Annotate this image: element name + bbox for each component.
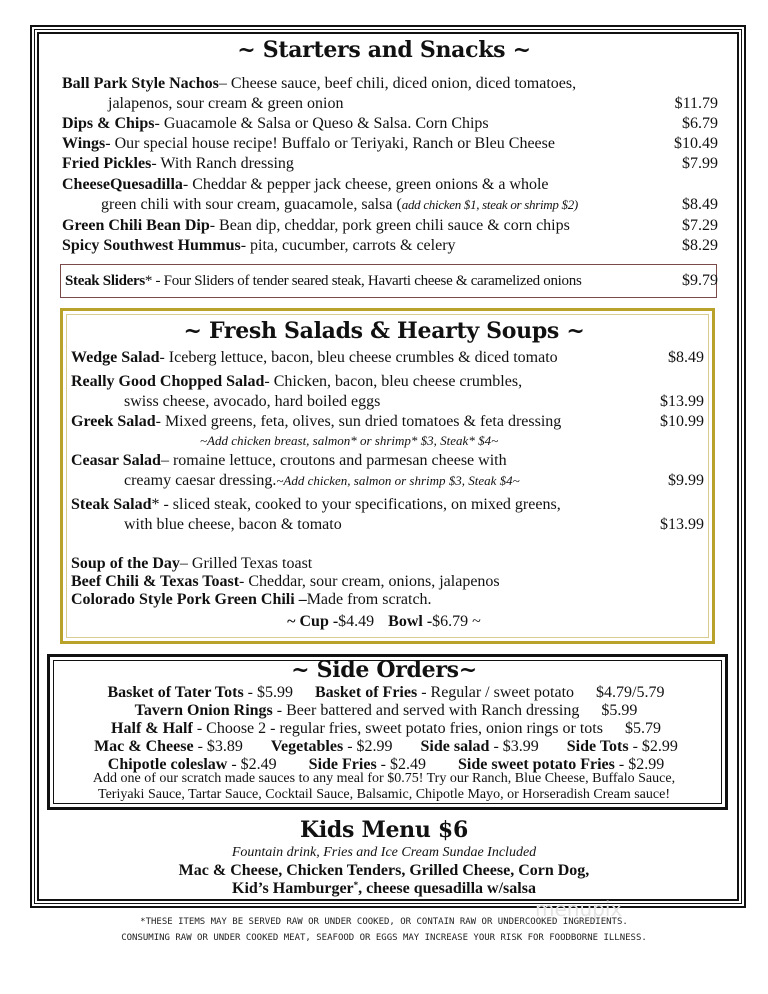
item-desc: with blue cheese, bacon & tomato (124, 516, 342, 533)
soup-item (71, 590, 704, 610)
item-price: $13.99 (660, 516, 704, 533)
item-name: Spicy Southwest Hummus (62, 237, 241, 254)
item-name: Colorado Style Pork Green Chili – (71, 591, 307, 608)
cup-price: $4.49 (338, 613, 375, 630)
item-desc: – Grilled Texas toast (179, 555, 313, 572)
item-name: Wings (62, 135, 106, 152)
item-price: $8.49 (682, 196, 718, 213)
menu-item (71, 451, 704, 471)
item-desc: - Chicken, bacon, bleu cheese crumbles, (264, 373, 523, 390)
item-desc: - Guacamole & Salsa or Queso & Salsa. Corn Chips (154, 115, 489, 132)
item-desc: - With Ranch dressing (151, 155, 294, 172)
item-price: $7.99 (682, 155, 718, 172)
side-item (135, 701, 580, 721)
kids-title: Kids Menu $6 (300, 817, 468, 843)
menu-item (62, 134, 718, 154)
salads-title: ~ Fresh Salads & Hearty Soups ~ (183, 318, 585, 344)
item-price: $7.29 (682, 217, 718, 234)
menu-item (71, 412, 704, 432)
item-price: - $2.49 (376, 756, 426, 773)
item-note: add chicken $1, steak or shrimp $2) (401, 197, 578, 212)
item-price: - $2.99 (628, 738, 678, 755)
item-desc: - Choose 2 - regular fries, sweet potato fries, onion rings or tots (192, 720, 603, 737)
item-price: $10.99 (660, 413, 704, 430)
item-name: Basket of Tater Tots (107, 684, 244, 701)
side-row (56, 719, 716, 739)
side-row (56, 683, 716, 703)
asterisk: * (353, 880, 359, 890)
menu-item (62, 236, 718, 256)
cup-label: ~ Cup - (287, 613, 339, 630)
item-name: Ball Park Style Nachos (62, 75, 219, 92)
item-price: $5.99 (601, 702, 638, 719)
item-price: $10.49 (674, 135, 718, 152)
menu-item (62, 74, 718, 94)
item-desc: - Bean dip, cheddar, pork green chili sauce & corn chips (209, 217, 570, 234)
item-desc: jalapenos, sour cream & green onion (108, 95, 344, 112)
menu-item (71, 495, 704, 515)
menu-item (62, 154, 718, 174)
item-desc-cont (62, 195, 718, 215)
footer-disclaimer: *THESE ITEMS MAY BE SERVED RAW OR UNDER COOKED, OR CONTAIN RAW OR UNDERCOOKED INGREDIENTS. (140, 917, 628, 927)
soup-item (71, 572, 704, 592)
bowl-price: $6.79 ~ (432, 613, 481, 630)
menu-item (71, 372, 704, 392)
kids-hamburger: Kid’s Hamburger (232, 880, 354, 897)
side-item (315, 683, 574, 703)
item-name: Half & Half (111, 720, 193, 737)
menu-item (71, 348, 704, 368)
starters-title: ~ Starters and Snacks ~ (237, 37, 531, 63)
side-item (111, 719, 603, 739)
item-name: Tavern Onion Rings (134, 702, 273, 719)
item-name: Beef Chili & Texas Toast (71, 573, 240, 590)
menu-item (62, 114, 718, 134)
item-name: Fried Pickles (62, 155, 152, 172)
item-desc: creamy caesar dressing. (124, 472, 277, 489)
item-name: CheeseQuesadilla (62, 176, 183, 193)
item-note: ~Add chicken, salmon or shrimp $3, Steak $4~ (276, 473, 520, 488)
kids-items-rest: , cheese quesadilla w/salsa (358, 880, 536, 897)
kids-items (0, 879, 768, 899)
item-desc-cont (71, 515, 704, 535)
soup-sizes (0, 612, 768, 632)
item-name: Mac & Cheese (94, 738, 194, 755)
item-desc: Made from scratch. (306, 591, 432, 608)
item-price: $8.49 (668, 349, 704, 366)
item-price: - $2.99 (614, 756, 665, 773)
item-name: Dips & Chips (62, 115, 155, 132)
item-price: $9.99 (668, 472, 704, 489)
bowl-label: Bowl - (388, 613, 433, 630)
item-desc: - Regular / sweet potato (417, 684, 575, 701)
item-desc: - Cheddar, sour cream, onions, jalapenos (239, 573, 500, 590)
item-price: $6.79 (682, 115, 718, 132)
item-name: Soup of the Day (71, 555, 180, 572)
item-desc: * - sliced steak, cooked to your specifications, on mixed greens, (151, 496, 561, 513)
side-item (567, 737, 678, 757)
item-name: Steak Salad (71, 496, 152, 513)
item-name: Wedge Salad (71, 349, 160, 366)
item-name: Chipotle coleslaw (107, 756, 228, 773)
menu-item-featured (65, 271, 718, 291)
item-note: ~Add chicken breast, salmon* or shrimp* $3, Steak* $4~ (200, 433, 499, 448)
item-price: - $5.99 (243, 684, 293, 701)
footer-disclaimer: CONSUMING RAW OR UNDER COOKED MEAT, SEAFOOD OR EGGS MAY INCREASE YOUR RISK FOR FOODBORNE ILLNESS. (121, 933, 647, 943)
side-item (94, 737, 243, 757)
item-desc: green chili with sour cream, guacamole, salsa ( (101, 196, 402, 213)
item-desc: – Cheese sauce, beef chili, diced onion, diced tomatoes, (218, 75, 577, 92)
item-price: $13.99 (660, 393, 704, 410)
side-item (421, 737, 539, 757)
item-price: $9.79 (682, 272, 718, 289)
item-name: Basket of Fries (315, 684, 418, 701)
kids-included: Fountain drink, Fries and Ice Cream Sundae Included (231, 845, 537, 860)
item-desc-cont (62, 94, 718, 114)
item-price: - $3.99 (489, 738, 539, 755)
item-name: Steak Sliders (65, 273, 145, 289)
item-name: Vegetables (270, 738, 344, 755)
item-name: Side salad (420, 738, 490, 755)
item-desc: - Our special house recipe! Buffalo or Teriyaki, Ranch or Bleu Cheese (105, 135, 555, 152)
item-desc: - Beer battered and served with Ranch dressing (272, 702, 580, 719)
menu-item (62, 175, 718, 195)
side-item (107, 683, 293, 703)
item-desc-cont (71, 392, 704, 412)
menu-item (62, 216, 718, 236)
item-price: $11.79 (674, 95, 718, 112)
sauces-note: Add one of our scratch made sauces to any meal for $0.75! Try our Ranch, Blue Cheese, Buffalo Sauce, (92, 771, 676, 786)
item-price: - $2.99 (343, 738, 393, 755)
sauces-note: Teriyaki Sauce, Tartar Sauce, Cocktail Sauce, Balsamic, Chipotle Mayo, or Horseradish Cream sauce! (98, 787, 670, 802)
item-name: Really Good Chopped Salad (71, 373, 265, 390)
item-desc: – romaine lettuce, croutons and parmesan cheese with (160, 452, 507, 469)
sides-title: ~ Side Orders~ (291, 657, 477, 683)
item-name: Ceasar Salad (71, 452, 161, 469)
item-price: $5.79 (624, 720, 661, 737)
item-name: Greek Salad (71, 413, 156, 430)
item-desc: * - Four Sliders of tender seared steak, Havarti cheese & caramelized onions (144, 273, 582, 289)
item-desc-cont (71, 471, 704, 491)
item-price: - $3.89 (193, 738, 243, 755)
item-name: Side Fries (308, 756, 377, 773)
item-price: - $2.49 (227, 756, 277, 773)
item-desc: - Iceberg lettuce, bacon, bleu cheese crumbles & diced tomato (159, 349, 558, 366)
item-desc: - Mixed greens, feta, olives, sun dried tomatoes & feta dressing (155, 413, 562, 430)
item-name: Side sweet potato Fries (458, 756, 615, 773)
side-item (271, 737, 393, 757)
item-name: Green Chili Bean Dip (62, 217, 210, 234)
soup-item (71, 554, 704, 574)
item-desc: - Cheddar & pepper jack cheese, green onions & a whole (182, 176, 549, 193)
watermark: menupix (535, 897, 623, 921)
side-row (56, 701, 716, 721)
item-price: $4.79/5.79 (596, 684, 665, 701)
item-desc: - pita, cucumber, carrots & celery (240, 237, 456, 254)
item-name: Side Tots (566, 738, 629, 755)
side-row (56, 737, 716, 757)
item-desc: swiss cheese, avocado, hard boiled eggs (124, 393, 381, 410)
kids-items: Mac & Cheese, Chicken Tenders, Grilled Cheese, Corn Dog, (178, 862, 590, 879)
item-price: $8.29 (682, 237, 718, 254)
